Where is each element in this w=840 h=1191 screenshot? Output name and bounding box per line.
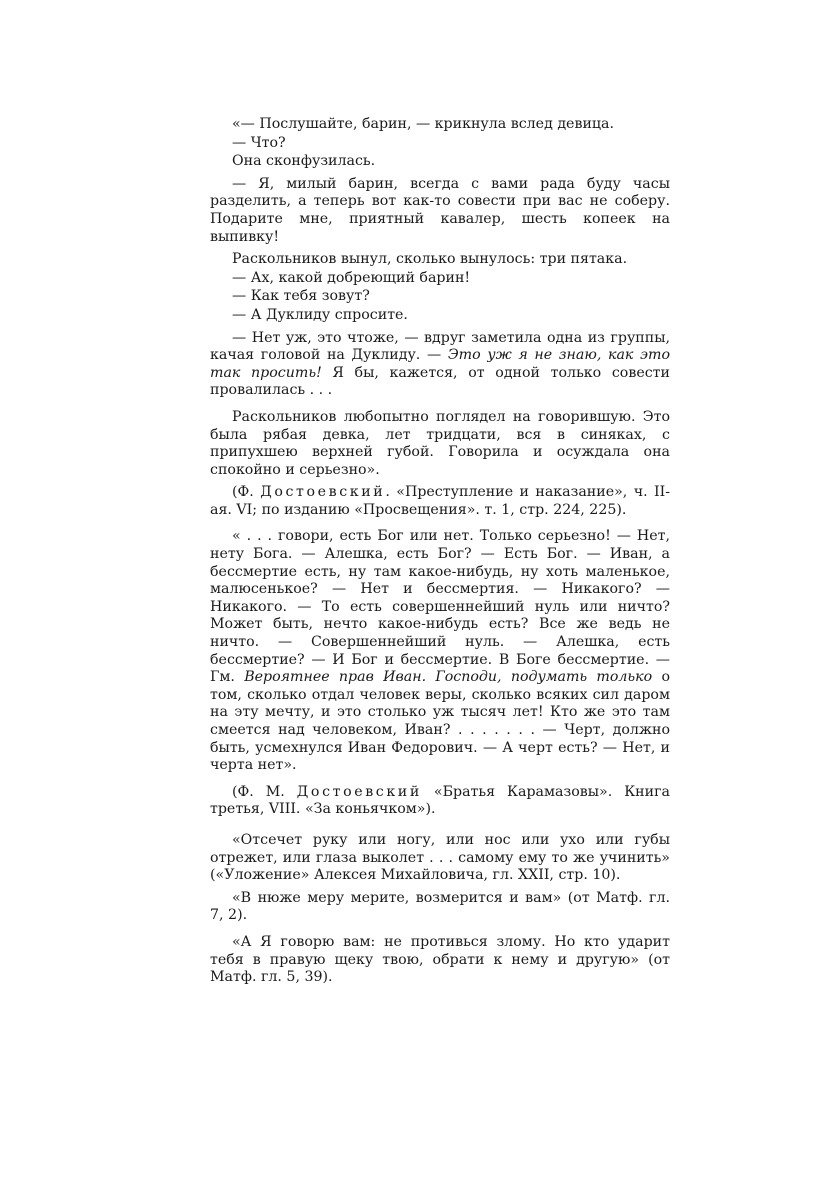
italic-text: Это уж я не знаю, как это так просить!: [210, 347, 670, 381]
author-name: Достоевский: [260, 484, 386, 501]
text-run: «Братья Карамазовы». Книга третья, VIII. «За коньячком»).: [210, 783, 670, 818]
citation: [210, 784, 670, 819]
text-run: « . . . говори, есть Бог или нет. Только серьезно! — Нет, нету Бога. — Алешка, есть Бог? — Есть Бог. — Иван, а бессмертие есть, ну там какое-нибудь, ну хоть маленькое, малюсенькое? — Нет и бессмертия. — Никакого? — Никакого. — То есть совершеннейший нуль или ничто? Может быть, нечто какое-нибудь есть? Все же ведь не ничто. — Совершеннейший нуль. — Алешка, есть бессмертие? — И Бог и бессмертие. В Боге бессмертие. — Гм.: [210, 528, 670, 686]
paragraph: «Отсечет руку или ногу, или нос или ухо или губы отрежет, или глаза выколет . . . самому ему то же учинить» («Уложение» Алексея Михайловича, гл. XXII, стр. 10).: [210, 831, 670, 884]
paragraph: «А Я говорю вам: не противься злому. Но кто ударит тебя в правую щеку твою, обрати к нему и другую» (от Матф. гл. 5, 39).: [210, 933, 670, 986]
italic-text: Вероятнее прав Иван. Господи, подумать только: [244, 669, 653, 686]
paragraph: — Я, милый барин, всегда с вами рада буду часы разделить, а теперь вот как-то совести при вас не соберу. Подарите мне, приятный кавалер, шесть копеек на выпивку!: [210, 175, 670, 245]
paragraph: — Что?: [232, 134, 286, 151]
paragraph: Раскольников любопытно поглядел на говорившую. Это была рябая девка, лет тридцати, вся в синяках, с припухшею верхней губой. Говорила и осуждала она спокойно и серьезно».: [210, 408, 670, 478]
author-name: Достоевский: [296, 783, 422, 800]
text-run: Я бы, кажется, от одной только совести провалилась . . .: [210, 364, 670, 399]
paragraph: [210, 528, 670, 774]
paragraph: — Ах, какой добреющий барин!: [232, 269, 471, 286]
text-run: . «Преступление и наказание», ч. II-ая. VI; по изданию «Просвещения». т. 1, стр. 224, 225).: [210, 484, 670, 518]
text-run: (Ф. М.: [232, 783, 297, 800]
paragraph: «— Послушайте, барин, — крикнула вслед девица.: [232, 116, 614, 132]
paragraph: Она сконфузилась.: [232, 153, 376, 170]
paragraph: Раскольников вынул, сколько вынулось: три пятака.: [232, 251, 628, 268]
paragraph: — Как тебя зовут?: [232, 288, 370, 305]
citation: [210, 484, 670, 519]
text-run: (Ф.: [232, 484, 261, 501]
page-text: [210, 116, 670, 992]
text-run: о том, сколько отдал человек веры, сколько всяких сил даром на эту мечту, и это столько уж тысяч лет! Кто же это там смеется над человеком, Иван? . . . . . . . — Черт, должно быть, усмехнулся Иван Федорович. — А черт есть? — Нет, и черта нет».: [210, 669, 670, 774]
paragraph: «В нюже меру мерите, возмерится и вам» (от Матф. гл. 7, 2).: [210, 889, 670, 924]
text-run: — Нет уж, это чтоже, — вдруг заметила одна из группы, качая головой на Дуклиду. —: [210, 329, 670, 364]
paragraph: — А Дуклиду спросите.: [232, 306, 408, 323]
paragraph: [210, 330, 670, 400]
